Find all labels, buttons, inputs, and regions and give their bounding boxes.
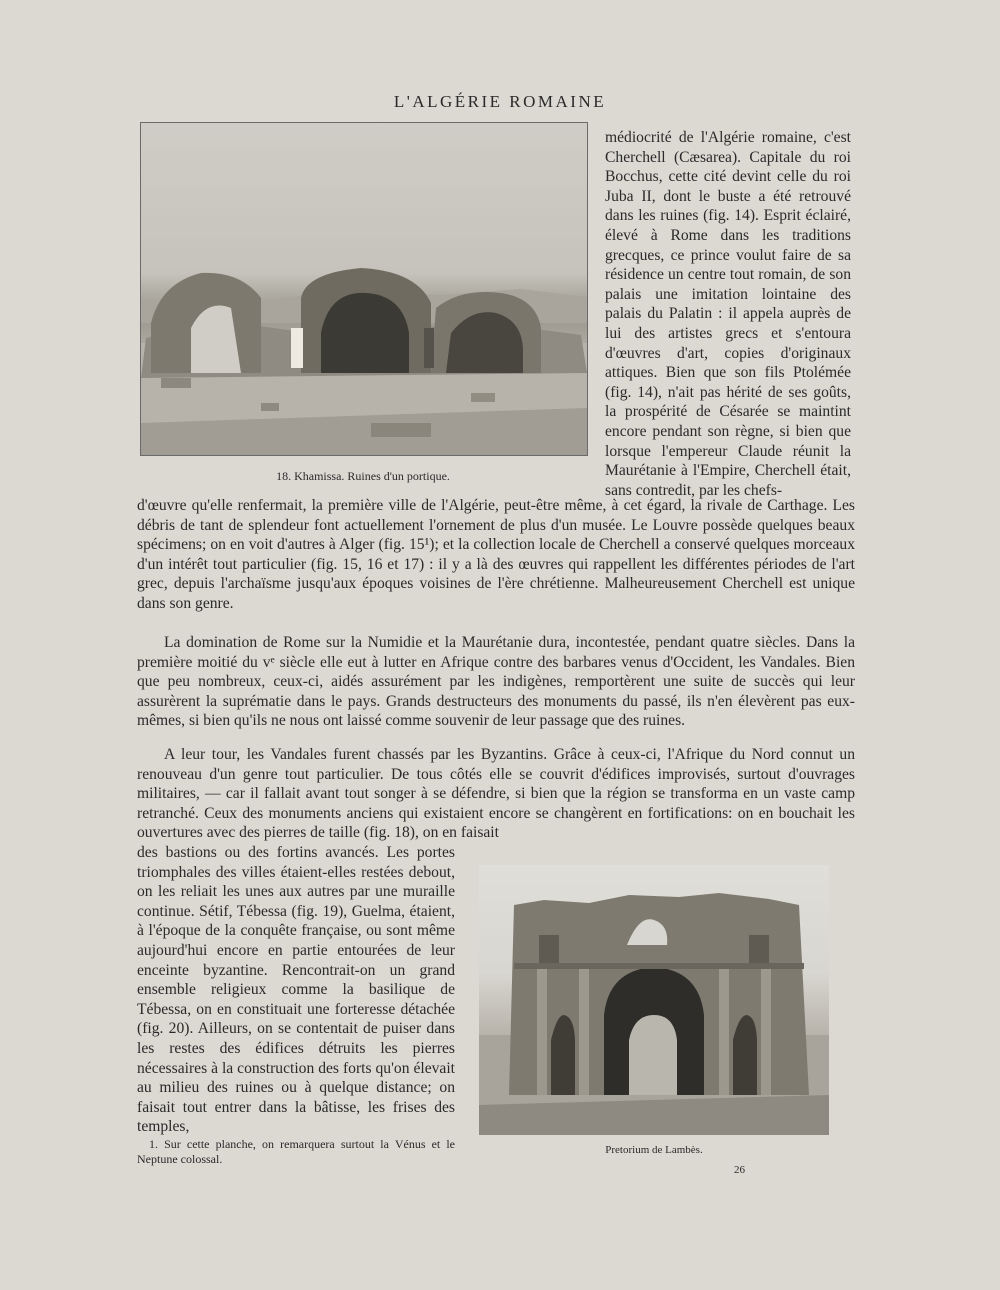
footnote	[137, 1137, 455, 1167]
paragraph-2: La domination de Rome sur la Numidie et la Maurétanie dura, incontestée, pendant quatre siècles. Dans la première moitié du vᵉ siècle elle eut à lutter en Afrique contre des barbares venus d'Occident, les Vandales. Bien que peu nombreux, ceux-ci, aidés assurément par les indigènes, remportèrent une suite de succès qui leur assurèrent la suprématie dans le pays. Grands destructeurs des monuments du passé, ils n'en élevèrent pas eux-mêmes, si bien qu'ils ne nous ont laissé comme souvenir de leur passage que des ruines.	[137, 634, 855, 730]
ruins-illustration	[141, 123, 587, 455]
paragraph-1-continuation: d'œuvre qu'elle renfermait, la première ville de l'Algérie, peut-être même, à cet égard, la rivale de Carthage. Les débris de tant de splendeur font actuellement l'ornement de plus d'un musée. Le Louvre possède quelques beaux spécimens; on en voit d'autres à Alger (fig. 15¹); et la collection locale de Cherchell a conservé quelques morceaux d'un intérêt tout particulier (fig. 15, 16 et 17) : il y a là des œuvres qui rappellent les différentes périodes de l'art grec, depuis l'archaïsme jusqu'aux époques voisines de l'ère chrétienne. Malheureusement Cherchell est unique dans son genre.	[137, 497, 855, 612]
running-head: L'ALGÉRIE ROMAINE	[393, 92, 607, 111]
figure-caption-pretorium: Pretorium de Lambès.	[605, 1144, 703, 1156]
photo-pretorium-lambes	[479, 865, 829, 1135]
paragraph-3: A leur tour, les Vandales furent chassés par les Byzantins. Grâce à ceux-ci, l'Afrique du Nord connut un renouveau d'un genre tout particulier. De tous côtés elle se couvrit d'édifices improvisés, surtout d'ouvrages militaires, — car il fallait avant tout songer à se défendre, si bien que la région se transforma en un vaste camp retranché. Ceux des monuments anciens qui existaient encore se changèrent en fortifications: on en bouchait les ouvertures avec des pierres de taille (fig. 18), on en faisait	[137, 746, 855, 842]
right-column-text: médiocrité de l'Algérie romaine, c'est Cherchell (Cæsarea). Capitale du roi Bocchus, cette cité devint celle du roi Juba II, dont le buste a été retrouvé dans les ruines (fig. 14). Esprit éclairé, élevé à Rome dans les traditions grecques, ce prince voulut faire de sa résidence un centre tout romain, de son palais une imitation lointaine des palais du Palatin : il appela auprès de lui des artistes grecs et s'entoura d'œuvres d'art, copies d'originaux attiques. Bien que son fils Ptolémée (fig. 14), n'ait pas hérité de ses goûts, la prospérité de Césarée se maintint encore pendant son règne, si bien que lorsque l'empereur Claude réunit la Maurétanie à l'Empire, Cherchell était, sans contredit, par les chefs-	[605, 129, 851, 499]
left-column-text: des bastions ou des fortins avancés. Les portes triomphales des villes étaient-elles restées debout, on les reliait les unes aux autres par une muraille continue. Sétif, Tébessa (fig. 19), Guelma, étaient, à l'époque de la conquête française, ou sont même aujourd'hui encore en partie entourées de leur enceinte byzantine. Rencontrait-on un grand ensemble religieux comme la basilique de Tébessa, on en constituait une forteresse détachée (fig. 20). Ailleurs, on se contentait de puiser dans les restes des édifices détruits les pierres nécessaires à la construction des forts qu'on élevait au milieu des ruines ou à quelque distance; on faisait tout entrer dans la bâtisse, les frises des temples,	[137, 844, 455, 1136]
figure-caption-18: 18. Khamissa. Ruines d'un portique.	[276, 469, 450, 483]
pretorium-illustration	[479, 865, 829, 1135]
photo-khamissa-ruins	[140, 122, 588, 456]
page-number: 26	[734, 1164, 745, 1176]
footnote-text: 1. Sur cette planche, on remarquera surtout la Vénus et le Neptune colossal.	[137, 1137, 455, 1166]
